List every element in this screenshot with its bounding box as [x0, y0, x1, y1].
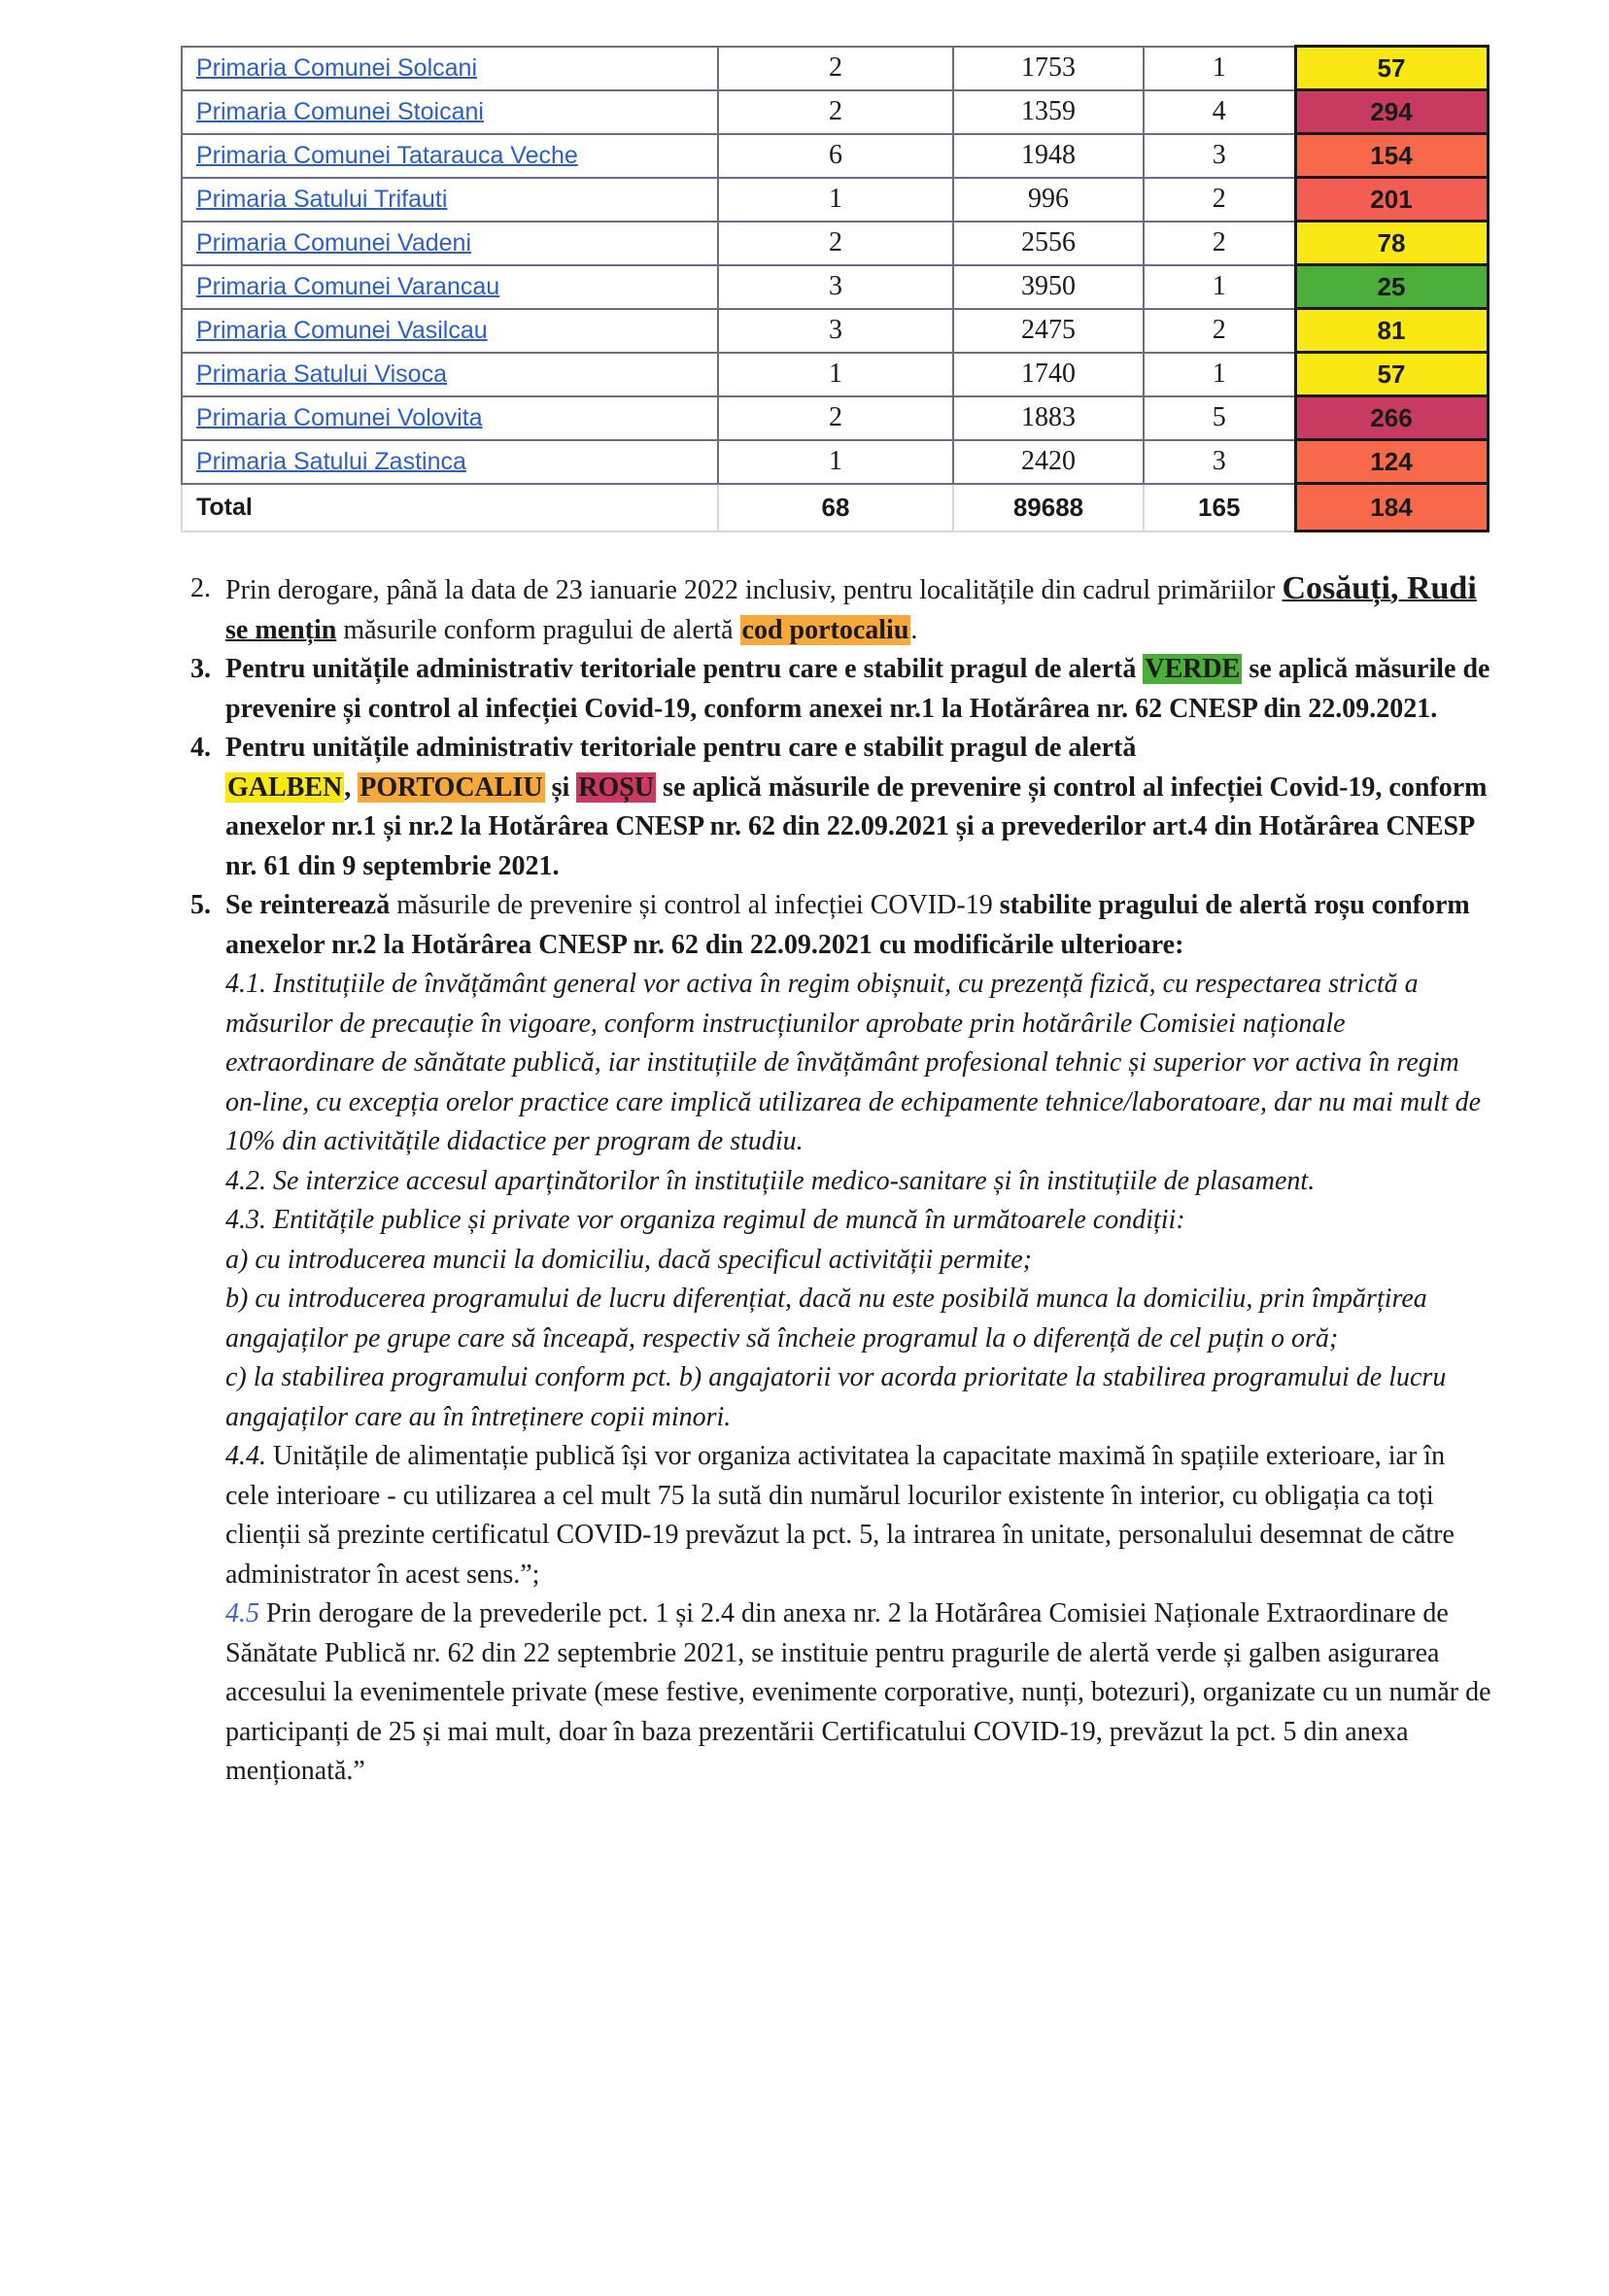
paragraph-2: 2. Prin derogare, până la data de 23 ianuarie 2022 inclusiv, pentru localitățile din cadrul primăriilor Cosăuți, Rudi se mențin măsurile conform pragului de alertă cod portocaliu. — [190, 570, 1477, 645]
municipality-cell — [182, 134, 718, 178]
table-row — [182, 353, 1488, 396]
incidence-table — [181, 45, 1489, 532]
total-incidence-cell: 184 — [1295, 484, 1488, 531]
value-cell: 1753 — [953, 47, 1144, 90]
municipality-link[interactable]: Primaria Satului Visoca — [196, 360, 447, 388]
municipality-cell — [182, 222, 718, 265]
value-cell: 5 — [1144, 396, 1295, 440]
incidence-cell: 81 — [1295, 309, 1488, 353]
value-cell: 1 — [1144, 265, 1295, 309]
incidence-cell: 294 — [1295, 90, 1488, 134]
municipality-cell — [182, 47, 718, 90]
value-cell: 1 — [718, 440, 953, 484]
table-row — [182, 440, 1488, 484]
municipality-link[interactable]: Primaria Comunei Stoicani — [196, 97, 484, 125]
paragraph-4: 4. Pentru unitățile administrativ teritoriale pentru care e stabilit pragul de alertă GALBEN, PORTOCALIU și ROȘU se aplică măsurile de prevenire și control al infecției Covid-19, conform anexelor nr.1 și nr.2 la Hotărârea CNESP nr. 62 din 22.09.2021 și a prevederilor art.4 din Hotărârea CNESP nr. 61 din 9 septembrie 2021. — [190, 729, 1492, 886]
value-cell: 1740 — [953, 353, 1144, 396]
localities-names: Cosăuți, Rudi — [1282, 570, 1477, 606]
municipality-cell — [182, 90, 718, 134]
item-number: 5. — [190, 890, 211, 920]
total-value-cell: 89688 — [953, 484, 1144, 531]
item-number: 3. — [190, 654, 211, 684]
value-cell: 2556 — [953, 222, 1144, 265]
total-row — [182, 484, 1488, 531]
municipality-cell — [182, 440, 718, 484]
paragraph-3: 3. Pentru unitățile administrativ teritoriale pentru care e stabilit pragul de alertă VERDE se aplică măsurile de prevenire și control al infecției Covid-19, conform anexei nr.1 la Hotărârea nr. 62 CNESP din 22.09.2021. — [190, 650, 1492, 729]
value-cell: 2 — [718, 90, 953, 134]
subsection-4-1: 4.1. Instituțiile de învățământ general vor activa în regim obișnuit, cu prezență fizică, cu respectarea strictă a măsurilor de precauție în vigoare, conform instrucțiunilor aprobate prin hotărârile Comisiei naționale extraordinare de sănătate publică, iar instituțiile de învățământ profesional tehnic și superior vor activa în regim on-line, cu excepția orelor practice care implică utilizarea de echipamente tehnice/laboratoare, dar nu mai mult de 10% din activitățile didactice per program de studiu. — [225, 969, 1482, 1156]
municipality-link[interactable]: Primaria Comunei Tatarauca Veche — [196, 141, 578, 169]
table-row — [182, 222, 1488, 265]
incidence-cell: 25 — [1295, 265, 1488, 309]
value-cell: 1 — [718, 353, 953, 396]
value-cell: 1883 — [953, 396, 1144, 440]
municipality-link[interactable]: Primaria Comunei Vadeni — [196, 228, 471, 257]
value-cell: 3 — [718, 265, 953, 309]
municipality-cell — [182, 265, 718, 309]
subsection-4-3-a: a) cu introducerea muncii la domiciliu, dacă specificul activității permite; — [225, 1244, 1032, 1275]
value-cell: 2 — [718, 47, 953, 90]
value-cell: 6 — [718, 134, 953, 178]
value-cell: 2 — [1144, 222, 1295, 265]
incidence-cell: 78 — [1295, 222, 1488, 265]
table-row — [182, 396, 1488, 440]
highlight-red: ROȘU — [578, 771, 655, 803]
highlight-yellow: GALBEN — [227, 771, 343, 803]
incidence-cell: 266 — [1295, 396, 1488, 440]
subsection-4-3-c: c) la stabilirea programului conform pct. b) angajatorii vor acorda prioritate la stabilirea programului de lucru angajaților care au în întreținere copii minori. — [225, 1362, 1447, 1432]
highlight-orange: PORTOCALIU — [359, 771, 543, 803]
total-value-cell: 68 — [718, 484, 953, 531]
table-row — [182, 134, 1488, 178]
value-cell: 3950 — [953, 265, 1144, 309]
value-cell: 1 — [1144, 353, 1295, 396]
value-cell: 2475 — [953, 309, 1144, 353]
incidence-cell: 201 — [1295, 178, 1488, 222]
municipality-cell — [182, 353, 718, 396]
value-cell: 3 — [718, 309, 953, 353]
municipality-cell — [182, 309, 718, 353]
table-row — [182, 265, 1488, 309]
municipality-link[interactable]: Primaria Satului Trifauti — [196, 185, 448, 213]
value-cell: 3 — [1144, 440, 1295, 484]
total-value-cell: 165 — [1144, 484, 1295, 531]
value-cell: 4 — [1144, 90, 1295, 134]
total-label: Total — [182, 484, 718, 531]
value-cell: 2420 — [953, 440, 1144, 484]
item-number: 2. — [190, 573, 211, 603]
municipality-cell — [182, 178, 718, 222]
municipality-link[interactable]: Primaria Comunei Solcani — [196, 53, 478, 82]
incidence-cell: 124 — [1295, 440, 1488, 484]
subsection-4-3-b: b) cu introducerea programului de lucru diferențiat, dacă nu este posibilă munca la domiciliu, prin împărțirea angajaților pe grupe care să înceapă, respectiv să încheie programul la o diferență de cel puțin o oră; — [225, 1284, 1427, 1354]
municipality-link[interactable]: Primaria Comunei Volovita — [196, 403, 483, 431]
value-cell: 2 — [1144, 309, 1295, 353]
value-cell: 3 — [1144, 134, 1295, 178]
value-cell: 2 — [1144, 178, 1295, 222]
municipality-link[interactable]: Primaria Comunei Varancau — [196, 272, 500, 300]
incidence-cell: 154 — [1295, 134, 1488, 178]
municipality-link[interactable]: Primaria Comunei Vasilcau — [196, 316, 488, 344]
value-cell: 2 — [718, 396, 953, 440]
subsection-4-5: 4.5 Prin derogare de la prevederile pct. 1 și 2.4 din anexa nr. 2 la Hotărârea Comisiei Naționale Extraordinare de Sănătate Publică nr. 62 din 22 septembrie 2021, se instituie pentru pragurile de alertă verde și galben asigurarea accesului la evenimentele private (mese festive, evenimente corporative, nunți, botezuri), organizate cu un număr de participanți de 25 și mai mult, doar în baza prezentării Certificatului COVID-19, prevăzut la pct. 5 din anexa menționată.” — [225, 1598, 1491, 1786]
value-cell: 1 — [1144, 47, 1295, 90]
table-row — [182, 178, 1488, 222]
table-row — [182, 90, 1488, 134]
subsection-4-4: 4.4. Unitățile de alimentație publică își vor organiza activitatea la capacitate maximă în spațiile exterioare, iar în cele interioare - cu utilizarea a cel mult 75 la sută din numărul locurilor existente în interior, cu obligația ca toți clienții să prezinte certificatul COVID-19 prevăzut la pct. 5, la intrarea în unitate, personalului desemnat de către administrator în acest sens.”; — [225, 1441, 1455, 1590]
value-cell: 1 — [718, 178, 953, 222]
table-row — [182, 47, 1488, 90]
value-cell: 1948 — [953, 134, 1144, 178]
table-row — [182, 309, 1488, 353]
subsection-4-3: 4.3. Entitățile publice și private vor organiza regimul de muncă în următoarele condiții: — [225, 1205, 1185, 1235]
highlight-orange: cod portocaliu — [741, 614, 909, 645]
value-cell: 2 — [718, 222, 953, 265]
municipality-link[interactable]: Primaria Satului Zastinca — [196, 447, 466, 475]
value-cell: 996 — [953, 178, 1144, 222]
municipality-cell — [182, 396, 718, 440]
document-body — [190, 569, 1492, 1792]
subsection-4-2: 4.2. Se interzice accesul aparținătorilor în instituțiile medico-sanitare și în instituțiile de plasament. — [225, 1165, 1316, 1196]
paragraph-5: 5. Se reinterează măsurile de prevenire și control al infecției COVID-19 stabilite pragului de alertă roșu conform anexelor nr.2 la Hotărârea CNESP nr. 62 din 22.09.2021 cu modificările ulterioare: — [190, 886, 1492, 965]
value-cell: 1359 — [953, 90, 1144, 134]
incidence-cell: 57 — [1295, 47, 1488, 90]
incidence-cell: 57 — [1295, 353, 1488, 396]
item-number: 4. — [190, 733, 211, 763]
highlight-green: VERDE — [1145, 654, 1241, 684]
